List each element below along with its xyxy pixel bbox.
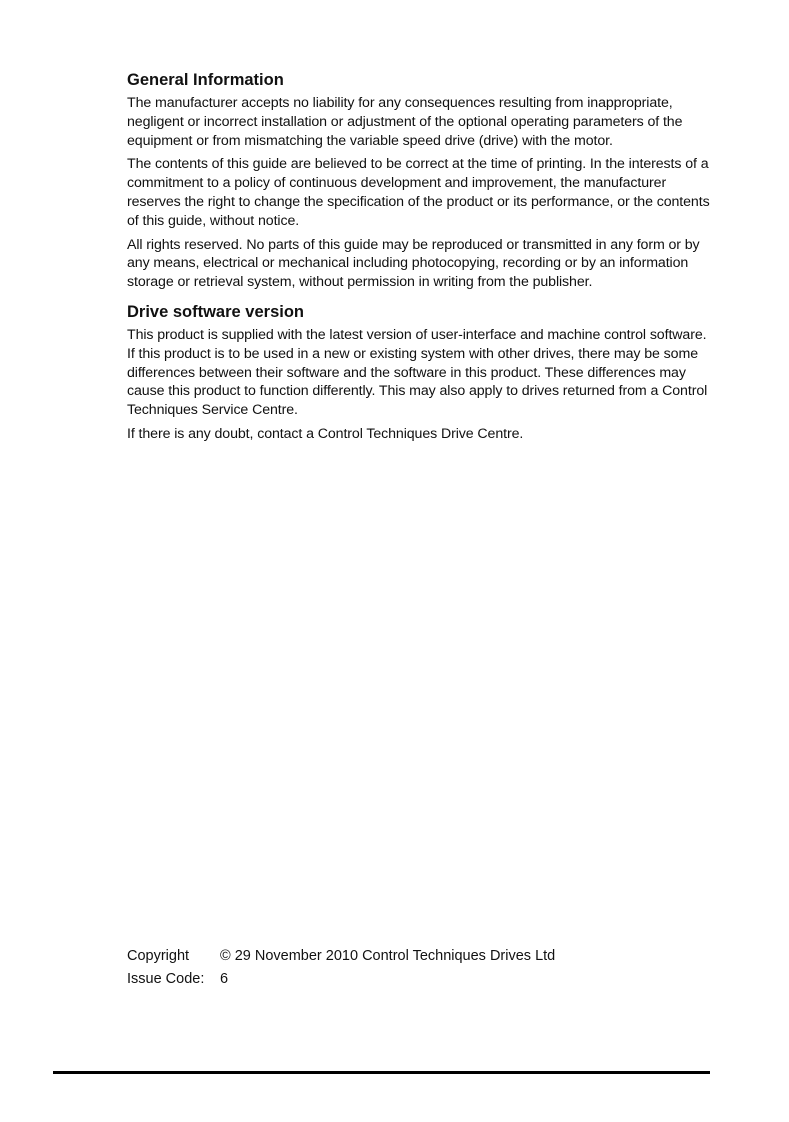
section-heading-drive-software-version: Drive software version (127, 302, 304, 321)
copyright-row (127, 945, 555, 968)
paragraph-software-supplied: This product is supplied with the latest version of user-interface and machine control software. If this product is to be used in a new or existing system with other drives, there may be some differences between their software and the software in this product. These differences may cause this product to function differently. This may also apply to drives returned from a Control Techniques Service Centre. (127, 326, 708, 419)
paragraph-liability: The manufacturer accepts no liability for any consequences resulting from inappropriate, negligent or incorrect installation or adjustment of the optional operating parameters of the equipment or from mismatching the variable speed drive (drive) with the motor. (127, 95, 683, 149)
issue-code-label: Issue Code: (127, 971, 205, 987)
footer-divider (53, 1071, 710, 1074)
paragraph-contents-accuracy: The contents of this guide are believed to be correct at the time of printing. In the interests of a commitment to a policy of continuous development and improvement, the manufacturer reserves the right to change the specification of the product or its performance, or the contents of this guide, without notice. (127, 156, 710, 229)
paragraph-rights-reserved: All rights reserved. No parts of this guide may be reproduced or transmitted in any form or by any means, electrical or mechanical including photocopying, recording or by an information storage or retrieval system, without permission in writing from the publisher. (127, 236, 700, 291)
issue-code-row (127, 968, 555, 991)
copyright-label: Copyright (127, 948, 190, 964)
document-body (127, 70, 717, 449)
section-heading-general-information: General Information (127, 71, 284, 89)
issue-code-value: 6 (220, 971, 229, 987)
paragraph-contact-drive-centre: If there is any doubt, contact a Control Techniques Drive Centre. (127, 425, 524, 442)
copyright-value: © 29 November 2010 Control Techniques Drives Ltd (220, 948, 556, 964)
document-meta (127, 945, 555, 991)
